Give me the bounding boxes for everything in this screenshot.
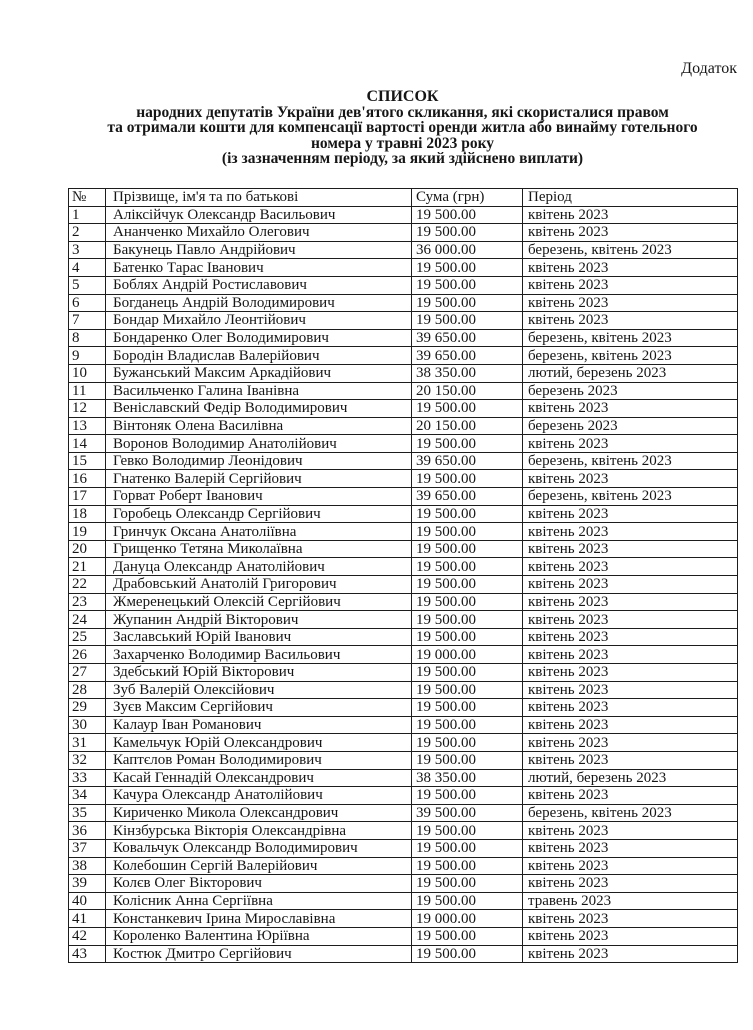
- deputy-name-cell: Бужанський Максим Аркадійович: [106, 364, 412, 382]
- table-row: [69, 206, 738, 224]
- row-number-cell: 10: [69, 364, 106, 382]
- deputy-name-cell: Богданець Андрій Володимирович: [106, 294, 412, 312]
- period-cell: квітень 2023: [523, 593, 738, 611]
- period-cell: квітень 2023: [523, 400, 738, 418]
- period-cell: березень, квітень 2023: [523, 241, 738, 259]
- period-cell: лютий, березень 2023: [523, 769, 738, 787]
- amount-cell: 19 500.00: [412, 875, 523, 893]
- deputy-name-cell: Бондар Михайло Леонтійович: [106, 312, 412, 330]
- row-number-cell: 11: [69, 382, 106, 400]
- row-number-cell: 17: [69, 488, 106, 506]
- amount-cell: 19 500.00: [412, 839, 523, 857]
- table-row: [69, 488, 738, 506]
- period-cell: квітень 2023: [523, 294, 738, 312]
- header-period: Період: [523, 188, 738, 206]
- amount-cell: 19 500.00: [412, 857, 523, 875]
- title-line-4: (із зазначенням періоду, за який здійснено виплати): [221, 150, 584, 168]
- deputy-name-cell: Ананченко Михайло Олегович: [106, 224, 412, 242]
- header-amount: Сума (грн): [412, 188, 523, 206]
- title-line-3: номера у травні 2023 року: [310, 134, 495, 152]
- row-number-cell: 3: [69, 241, 106, 259]
- period-cell: квітень 2023: [523, 699, 738, 717]
- row-number-cell: 5: [69, 276, 106, 294]
- period-cell: березень, квітень 2023: [523, 329, 738, 347]
- row-number-cell: 33: [69, 769, 106, 787]
- period-cell: квітень 2023: [523, 822, 738, 840]
- table-row: [69, 716, 738, 734]
- period-cell: квітень 2023: [523, 734, 738, 752]
- amount-cell: 19 500.00: [412, 312, 523, 330]
- amount-cell: 20 150.00: [412, 417, 523, 435]
- row-number-cell: 32: [69, 751, 106, 769]
- table-row: [69, 400, 738, 418]
- period-cell: квітень 2023: [523, 312, 738, 330]
- deputy-name-cell: Батенко Тарас Іванович: [106, 259, 412, 277]
- amount-cell: 19 500.00: [412, 927, 523, 945]
- row-number-cell: 20: [69, 540, 106, 558]
- period-cell: березень, квітень 2023: [523, 804, 738, 822]
- annex-label: Додаток: [681, 60, 737, 77]
- period-cell: лютий, березень 2023: [523, 364, 738, 382]
- table-row: [69, 646, 738, 664]
- table-row: [69, 312, 738, 330]
- deputy-name-cell: Горобець Олександр Сергійович: [106, 505, 412, 523]
- period-cell: квітень 2023: [523, 206, 738, 224]
- row-number-cell: 19: [69, 523, 106, 541]
- table-row: [69, 558, 738, 576]
- row-number-cell: 30: [69, 716, 106, 734]
- row-number-cell: 12: [69, 400, 106, 418]
- amount-cell: 19 500.00: [412, 523, 523, 541]
- amount-cell: 38 350.00: [412, 364, 523, 382]
- row-number-cell: 36: [69, 822, 106, 840]
- amount-cell: 19 500.00: [412, 505, 523, 523]
- amount-cell: 19 500.00: [412, 945, 523, 963]
- deputy-name-cell: Жупанин Андрій Вікторович: [106, 611, 412, 629]
- table-row: [69, 470, 738, 488]
- amount-cell: 19 500.00: [412, 681, 523, 699]
- deputy-name-cell: Гнатенко Валерій Сергійович: [106, 470, 412, 488]
- table-row: [69, 276, 738, 294]
- deputies-table: [68, 188, 738, 963]
- amount-cell: 19 500.00: [412, 400, 523, 418]
- deputy-name-cell: Веніславский Федір Володимирович: [106, 400, 412, 418]
- deputy-name-cell: Жмеренецький Олексій Сергійович: [106, 593, 412, 611]
- period-cell: квітень 2023: [523, 646, 738, 664]
- deputy-name-cell: Заславський Юрій Іванович: [106, 628, 412, 646]
- period-cell: квітень 2023: [523, 751, 738, 769]
- row-number-cell: 35: [69, 804, 106, 822]
- table-row: [69, 664, 738, 682]
- table-row: [69, 523, 738, 541]
- period-cell: квітень 2023: [523, 276, 738, 294]
- table-row: [69, 628, 738, 646]
- period-cell: квітень 2023: [523, 681, 738, 699]
- deputy-name-cell: Васильченко Галина Іванівна: [106, 382, 412, 400]
- table-row: [69, 224, 738, 242]
- table-row: [69, 329, 738, 347]
- period-cell: березень 2023: [523, 417, 738, 435]
- row-number-cell: 21: [69, 558, 106, 576]
- amount-cell: 19 500.00: [412, 276, 523, 294]
- period-cell: квітень 2023: [523, 716, 738, 734]
- deputy-name-cell: Аліксійчук Олександр Васильович: [106, 206, 412, 224]
- amount-cell: 19 500.00: [412, 787, 523, 805]
- amount-cell: 19 500.00: [412, 259, 523, 277]
- row-number-cell: 28: [69, 681, 106, 699]
- row-number-cell: 39: [69, 875, 106, 893]
- amount-cell: 19 500.00: [412, 611, 523, 629]
- amount-cell: 19 500.00: [412, 892, 523, 910]
- table-row: [69, 892, 738, 910]
- period-cell: квітень 2023: [523, 611, 738, 629]
- deputy-name-cell: Кінзбурська Вікторія Олександрівна: [106, 822, 412, 840]
- amount-cell: 39 500.00: [412, 804, 523, 822]
- amount-cell: 20 150.00: [412, 382, 523, 400]
- deputy-name-cell: Короленко Валентина Юріївна: [106, 927, 412, 945]
- deputy-name-cell: Камельчук Юрій Олександрович: [106, 734, 412, 752]
- amount-cell: 39 650.00: [412, 329, 523, 347]
- period-cell: квітень 2023: [523, 628, 738, 646]
- period-cell: квітень 2023: [523, 857, 738, 875]
- table-row: [69, 294, 738, 312]
- amount-cell: 19 000.00: [412, 646, 523, 664]
- row-number-cell: 16: [69, 470, 106, 488]
- amount-cell: 19 500.00: [412, 558, 523, 576]
- row-number-cell: 37: [69, 839, 106, 857]
- deputy-name-cell: Воронов Володимир Анатолійович: [106, 435, 412, 453]
- period-cell: квітень 2023: [523, 576, 738, 594]
- row-number-cell: 1: [69, 206, 106, 224]
- row-number-cell: 7: [69, 312, 106, 330]
- table-row: [69, 839, 738, 857]
- period-cell: квітень 2023: [523, 839, 738, 857]
- row-number-cell: 9: [69, 347, 106, 365]
- title-line-1: народних депутатів України дев'ятого скликання, які скористалися правом: [136, 103, 669, 121]
- amount-cell: 39 650.00: [412, 347, 523, 365]
- row-number-cell: 22: [69, 576, 106, 594]
- amount-cell: 19 000.00: [412, 910, 523, 928]
- deputy-name-cell: Каптєлов Роман Володимирович: [106, 751, 412, 769]
- row-number-cell: 42: [69, 927, 106, 945]
- period-cell: квітень 2023: [523, 875, 738, 893]
- document-page: [68, 0, 737, 963]
- deputy-name-cell: Драбовський Анатолій Григорович: [106, 576, 412, 594]
- deputy-name-cell: Ковальчук Олександр Володимирович: [106, 839, 412, 857]
- table-row: [69, 452, 738, 470]
- deputy-name-cell: Зуєв Максим Сергійович: [106, 699, 412, 717]
- deputy-name-cell: Бондаренко Олег Володимирович: [106, 329, 412, 347]
- table-row: [69, 593, 738, 611]
- deputy-name-cell: Горват Роберт Іванович: [106, 488, 412, 506]
- row-number-cell: 18: [69, 505, 106, 523]
- table-row: [69, 699, 738, 717]
- row-number-cell: 27: [69, 664, 106, 682]
- deputy-name-cell: Бородін Владислав Валерійович: [106, 347, 412, 365]
- deputy-name-cell: Бакунець Павло Андрійович: [106, 241, 412, 259]
- table-row: [69, 382, 738, 400]
- period-cell: травень 2023: [523, 892, 738, 910]
- amount-cell: 19 500.00: [412, 576, 523, 594]
- title-heading: СПИСОК: [366, 88, 439, 105]
- table-row: [69, 857, 738, 875]
- amount-cell: 19 500.00: [412, 751, 523, 769]
- period-cell: квітень 2023: [523, 505, 738, 523]
- row-number-cell: 24: [69, 611, 106, 629]
- amount-cell: 39 650.00: [412, 452, 523, 470]
- deputy-name-cell: Колісник Анна Сергіївна: [106, 892, 412, 910]
- row-number-cell: 25: [69, 628, 106, 646]
- table-row: [69, 787, 738, 805]
- row-number-cell: 15: [69, 452, 106, 470]
- table-row: [69, 505, 738, 523]
- deputy-name-cell: Гевко Володимир Леонідович: [106, 452, 412, 470]
- period-cell: березень, квітень 2023: [523, 452, 738, 470]
- row-number-cell: 13: [69, 417, 106, 435]
- amount-cell: 19 500.00: [412, 294, 523, 312]
- deputy-name-cell: Здебський Юрій Вікторович: [106, 664, 412, 682]
- deputy-name-cell: Захарченко Володимир Васильович: [106, 646, 412, 664]
- row-number-cell: 40: [69, 892, 106, 910]
- row-number-cell: 14: [69, 435, 106, 453]
- row-number-cell: 26: [69, 646, 106, 664]
- amount-cell: 19 500.00: [412, 593, 523, 611]
- table-row: [69, 259, 738, 277]
- row-number-cell: 34: [69, 787, 106, 805]
- table-row: [69, 576, 738, 594]
- deputy-name-cell: Гринчук Оксана Анатоліївна: [106, 523, 412, 541]
- table-row: [69, 241, 738, 259]
- header-number: №: [69, 188, 106, 206]
- deputy-name-cell: Кириченко Микола Олександрович: [106, 804, 412, 822]
- amount-cell: 38 350.00: [412, 769, 523, 787]
- row-number-cell: 41: [69, 910, 106, 928]
- row-number-cell: 43: [69, 945, 106, 963]
- amount-cell: 19 500.00: [412, 224, 523, 242]
- row-number-cell: 23: [69, 593, 106, 611]
- row-number-cell: 4: [69, 259, 106, 277]
- period-cell: квітень 2023: [523, 224, 738, 242]
- period-cell: квітень 2023: [523, 558, 738, 576]
- period-cell: квітень 2023: [523, 470, 738, 488]
- period-cell: квітень 2023: [523, 787, 738, 805]
- amount-cell: 19 500.00: [412, 716, 523, 734]
- table-row: [69, 910, 738, 928]
- amount-cell: 39 650.00: [412, 488, 523, 506]
- period-cell: квітень 2023: [523, 523, 738, 541]
- row-number-cell: 8: [69, 329, 106, 347]
- table-row: [69, 734, 738, 752]
- deputy-name-cell: Колєв Олег Вікторович: [106, 875, 412, 893]
- deputy-name-cell: Колебошин Сергій Валерійович: [106, 857, 412, 875]
- amount-cell: 19 500.00: [412, 206, 523, 224]
- period-cell: квітень 2023: [523, 664, 738, 682]
- table-row: [69, 945, 738, 963]
- period-cell: квітень 2023: [523, 945, 738, 963]
- amount-cell: 19 500.00: [412, 664, 523, 682]
- row-number-cell: 6: [69, 294, 106, 312]
- header-name: Прізвище, ім'я та по батькові: [106, 188, 412, 206]
- table-row: [69, 769, 738, 787]
- deputy-name-cell: Калаур Іван Романович: [106, 716, 412, 734]
- table-row: [69, 822, 738, 840]
- table-row: [69, 804, 738, 822]
- period-cell: квітень 2023: [523, 910, 738, 928]
- amount-cell: 19 500.00: [412, 540, 523, 558]
- table-row: [69, 681, 738, 699]
- amount-cell: 36 000.00: [412, 241, 523, 259]
- table-row: [69, 347, 738, 365]
- amount-cell: 19 500.00: [412, 734, 523, 752]
- row-number-cell: 31: [69, 734, 106, 752]
- deputy-name-cell: Констанкевич Ірина Мирославівна: [106, 910, 412, 928]
- period-cell: квітень 2023: [523, 435, 738, 453]
- row-number-cell: 29: [69, 699, 106, 717]
- period-cell: березень, квітень 2023: [523, 488, 738, 506]
- period-cell: квітень 2023: [523, 259, 738, 277]
- table-row: [69, 751, 738, 769]
- deputy-name-cell: Костюк Дмитро Сергійович: [106, 945, 412, 963]
- deputy-name-cell: Качура Олександр Анатолійович: [106, 787, 412, 805]
- table-row: [69, 875, 738, 893]
- table-row: [69, 611, 738, 629]
- amount-cell: 19 500.00: [412, 470, 523, 488]
- deputy-name-cell: Вінтоняк Олена Василівна: [106, 417, 412, 435]
- amount-cell: 19 500.00: [412, 699, 523, 717]
- period-cell: квітень 2023: [523, 540, 738, 558]
- period-cell: квітень 2023: [523, 927, 738, 945]
- amount-cell: 19 500.00: [412, 435, 523, 453]
- title-line-2: та отримали кошти для компенсації вартості оренди житла або винайму готельного: [107, 119, 698, 137]
- table-header-row: [69, 188, 738, 206]
- row-number-cell: 38: [69, 857, 106, 875]
- table-row: [69, 927, 738, 945]
- deputy-name-cell: Дануца Олександр Анатолійович: [106, 558, 412, 576]
- amount-cell: 19 500.00: [412, 628, 523, 646]
- deputy-name-cell: Грищенко Тетяна Миколаївна: [106, 540, 412, 558]
- deputy-name-cell: Зуб Валерій Олексійович: [106, 681, 412, 699]
- table-row: [69, 364, 738, 382]
- deputy-name-cell: Касай Геннадій Олександрович: [106, 769, 412, 787]
- table-row: [69, 417, 738, 435]
- amount-cell: 19 500.00: [412, 822, 523, 840]
- deputies-table-body: [69, 206, 738, 963]
- period-cell: березень 2023: [523, 382, 738, 400]
- table-row: [69, 540, 738, 558]
- document-title: [68, 89, 737, 167]
- table-row: [69, 435, 738, 453]
- row-number-cell: 2: [69, 224, 106, 242]
- deputy-name-cell: Боблях Андрій Ростиславович: [106, 276, 412, 294]
- period-cell: березень, квітень 2023: [523, 347, 738, 365]
